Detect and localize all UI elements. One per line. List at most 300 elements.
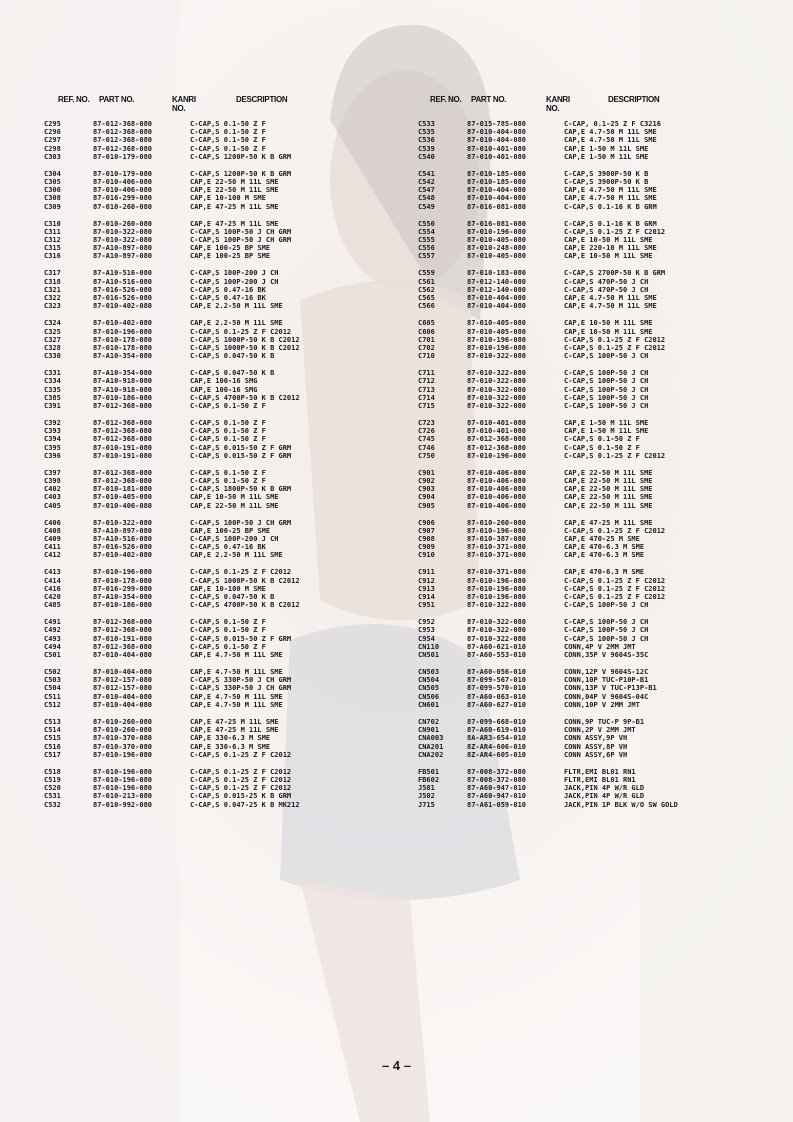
ref-no: CN504 xyxy=(418,676,440,685)
ref-no: C316 xyxy=(44,252,61,261)
ref-no: CN505 xyxy=(418,684,440,693)
ref-no-header: REF. NO. xyxy=(58,95,90,104)
description: C-CAP,S 100P-50 J CH GRM xyxy=(190,227,292,236)
ref-no: C394 xyxy=(44,435,61,444)
part-no: 87-010-181-080 xyxy=(93,485,153,494)
ref-no: C953 xyxy=(418,626,435,635)
description: C-CAP,S 0.1-50 Z F xyxy=(190,144,266,153)
part-no: 87-010-196-080 xyxy=(467,526,527,535)
description: CONN,04P V 9604S-04C xyxy=(564,692,649,701)
part-no: 87-010-322-080 xyxy=(467,377,527,386)
part-no: 87-012-368-080 xyxy=(93,642,153,651)
ref-no: C554 xyxy=(418,227,435,236)
part-no: 87-010-196-080 xyxy=(93,750,153,759)
part-no: 87-010-405-080 xyxy=(467,319,527,328)
ref-no: C726 xyxy=(418,427,435,436)
ref-no: C501 xyxy=(44,651,61,660)
description-header: DESCRIPTION xyxy=(608,95,660,104)
description: CAP,E 22-50 M 11L SME xyxy=(564,468,653,477)
description: C-CAP,S 0.1-16 K B GRM xyxy=(564,202,657,211)
part-no: 87-010-404-080 xyxy=(467,128,527,137)
description: CONN,4P V 2MM JMT xyxy=(564,642,636,651)
part-no: 87-010-185-080 xyxy=(467,178,527,187)
description: C-CAP,S 0.1-25 Z F C2012 xyxy=(190,784,292,793)
description: C-CAP,S 4700P-50 K B C2012 xyxy=(190,601,300,610)
description: CAP,E 2.2-50 M 11L SME xyxy=(190,319,283,328)
description: CAP,E 470-6.3 M SME xyxy=(564,551,645,560)
ref-no: C295 xyxy=(44,120,61,128)
description: C-CAP,S 0.047-25 K B MK212 xyxy=(190,800,300,809)
ref-no: C324 xyxy=(44,319,61,328)
ref-no: C515 xyxy=(44,734,61,743)
part-no: 87-010-370-080 xyxy=(93,734,153,743)
part-no: 87-010-178-080 xyxy=(93,335,153,344)
description: CONN ASSY,6P VH xyxy=(564,750,628,759)
ref-no: C503 xyxy=(44,676,61,685)
description: C-CAP,S 0.1-50 Z F xyxy=(564,435,640,444)
ref-no: C561 xyxy=(418,277,435,286)
description: C-CAP,S 0.1-25 Z F C2012 xyxy=(564,526,666,535)
ref-no: C511 xyxy=(44,692,61,701)
part-no: 87-010-260-080 xyxy=(93,717,153,726)
ref-no: C309 xyxy=(44,202,61,211)
description: C-CAP,S 0.015-50 Z F GRM xyxy=(190,451,292,460)
part-no: 87-012-157-080 xyxy=(93,676,153,685)
part-no: 87-010-196-080 xyxy=(467,343,527,352)
ref-no: C909 xyxy=(418,543,435,552)
part-no: 87-010-401-080 xyxy=(467,427,527,436)
part-no: 87-010-401-080 xyxy=(467,144,527,153)
ref-no-header: REF. NO. xyxy=(430,95,462,104)
part-no: 87-A10-897-080 xyxy=(93,526,153,535)
description: CAP,E 100-16 SMG xyxy=(190,385,258,394)
description: C-CAP,S 0.1-50 Z F xyxy=(190,618,266,627)
description: CAP,E 47-25 M 11L SME xyxy=(190,717,279,726)
part-no: 87-016-299-080 xyxy=(93,194,153,203)
ref-no: C715 xyxy=(418,401,435,410)
description: CAP,E 100-25 BP SME xyxy=(190,252,271,261)
description: CAP,E 4.7-50 M 11L SME xyxy=(564,194,657,203)
ref-no: C519 xyxy=(44,775,61,784)
description: CONN ASSY,9P VH xyxy=(564,734,628,743)
description: C-CAP,S 0.1-50 Z F xyxy=(190,401,266,410)
part-no: 87-A10-918-080 xyxy=(93,385,153,394)
part-no: 87-A60-056-010 xyxy=(467,668,527,677)
ref-no: J715 xyxy=(418,800,435,809)
part-no: 87-010-370-080 xyxy=(93,742,153,751)
ref-no: C548 xyxy=(418,194,435,203)
part-no: 87-A60-553-010 xyxy=(467,651,527,660)
ref-no: C542 xyxy=(418,178,435,187)
part-no: 87-010-196-080 xyxy=(467,584,527,593)
part-no: 87-A10-516-080 xyxy=(93,535,153,543)
ref-no: C414 xyxy=(44,576,61,585)
ref-no: C398 xyxy=(44,476,61,485)
part-no: 87-010-406-080 xyxy=(467,476,527,485)
part-no: 87-010-196-080 xyxy=(467,451,527,460)
description: C-CAP,S 100P-50 J CH xyxy=(564,369,649,378)
description: C-CAP,S 100P-50 J CH xyxy=(564,401,649,410)
part-no: 87-010-406-080 xyxy=(93,186,153,195)
description: CAP,E 100-16 SMG xyxy=(190,377,258,386)
ref-no: C395 xyxy=(44,443,61,452)
ref-no: C711 xyxy=(418,369,435,378)
ref-no: C502 xyxy=(44,668,61,677)
part-no: 87-012-140-080 xyxy=(467,285,527,294)
description: CONN ASSY,8P VH xyxy=(564,742,628,751)
ref-no: C541 xyxy=(418,169,435,178)
ref-no: C512 xyxy=(44,700,61,709)
part-no: 87-012-368-080 xyxy=(467,435,527,444)
ref-no: C520 xyxy=(44,784,61,793)
ref-no: C312 xyxy=(44,236,61,245)
description: CAP,E 10-50 M 11L SME xyxy=(190,493,279,502)
ref-no: C420 xyxy=(44,593,61,602)
description: CAP,E 47-25 M 11L SME xyxy=(190,219,279,228)
part-no: 87-010-406-080 xyxy=(93,501,153,510)
description: CAP,E 10-100 M SME xyxy=(190,584,266,593)
part-no: 87-010-248-080 xyxy=(467,244,527,253)
part-no: 87-A10-516-080 xyxy=(93,277,153,286)
part-no: 87-010-213-080 xyxy=(93,792,153,801)
description: C-CAP,S 0.1-50 Z F xyxy=(190,418,266,427)
description: CAP,E 100-25 BP SME xyxy=(190,244,271,253)
part-no: 87-010-371-080 xyxy=(467,543,527,552)
ref-no: J502 xyxy=(418,792,435,801)
part-no: 87-010-183-080 xyxy=(467,269,527,278)
description: CAP,E 47-25 M 11L SME xyxy=(190,202,279,211)
description: CAP,E 2.2-50 M 11L SME xyxy=(190,302,283,311)
ref-no: C535 xyxy=(418,128,435,137)
part-no: 87-010-404-080 xyxy=(93,651,153,660)
ref-no: C323 xyxy=(44,302,61,311)
ref-no: C306 xyxy=(44,186,61,195)
ref-no: CNA202 xyxy=(418,750,444,759)
part-no: 87-010-405-080 xyxy=(467,236,527,245)
part-no: 87-010-322-080 xyxy=(467,626,527,635)
part-no: 87-010-260-080 xyxy=(93,219,153,228)
part-no: 87-A60-621-010 xyxy=(467,642,527,651)
part-no: 87-010-322-080 xyxy=(467,401,527,410)
part-no: 87-010-402-080 xyxy=(93,319,153,328)
description: CONN,10P TUC-P10P-B1 xyxy=(564,676,649,685)
part-no: 87-A61-059-010 xyxy=(467,800,527,809)
part-no: 87-010-179-080 xyxy=(93,152,153,161)
ref-no: C913 xyxy=(418,584,435,593)
description: CAP,E 4.7-50 M 11L SME xyxy=(564,136,657,145)
description: C-CAP,S 0.1-25 Z F C2012 xyxy=(190,767,292,776)
ref-no: C405 xyxy=(44,501,61,510)
description: CAP,E 10-50 M 11L SME xyxy=(564,327,653,336)
ref-no: C952 xyxy=(418,618,435,627)
description: C-CAP,S 0.1-25 Z F C2012 xyxy=(564,584,666,593)
part-no: 87-015-785-080 xyxy=(467,120,527,128)
part-no: 87-010-401-080 xyxy=(467,152,527,161)
part-no: 87-012-368-080 xyxy=(93,427,153,436)
part-no: 87-A10-516-080 xyxy=(93,269,153,278)
part-no: 87-010-186-080 xyxy=(93,393,153,402)
ref-no: C385 xyxy=(44,393,61,402)
ref-no: J501 xyxy=(418,784,435,793)
part-no: 87-A60-619-010 xyxy=(467,726,527,735)
kanri-header: KANRI xyxy=(172,95,196,104)
ref-no: CN901 xyxy=(418,726,440,735)
ref-no: C559 xyxy=(418,269,435,278)
description: C-CAP,S 0.1-50 Z F xyxy=(190,136,266,145)
part-no: 87-010-406-080 xyxy=(467,501,527,510)
part-no: 87-A10-897-080 xyxy=(93,252,153,261)
part-no: 87-010-196-080 xyxy=(467,576,527,585)
part-no: 87-012-368-080 xyxy=(93,120,153,128)
description: C-CAP,S 100P-200 J CH xyxy=(190,535,279,543)
ref-no: C712 xyxy=(418,377,435,386)
description: C-CAP,S 1000P-50 K B C2012 xyxy=(190,343,300,352)
part-no: 87-016-081-080 xyxy=(467,202,527,211)
ref-no: C951 xyxy=(418,601,435,610)
ref-no: C906 xyxy=(418,518,435,527)
ref-no: C710 xyxy=(418,352,435,361)
description: CONN,2P V 2MM JMT xyxy=(564,726,636,735)
part-no: 87-012-368-080 xyxy=(93,401,153,410)
description: C-CAP,S 100P-200 J CH xyxy=(190,269,279,278)
part-no: 87-012-157-080 xyxy=(93,684,153,693)
ref-no: C310 xyxy=(44,219,61,228)
ref-no: C403 xyxy=(44,493,61,502)
part-no: 87-010-406-080 xyxy=(467,493,527,502)
description: C-CAP,S 3900P-50 K B xyxy=(564,178,649,187)
description: CAP,E 4.7-50 M 11L SME xyxy=(190,700,283,709)
ref-no: C540 xyxy=(418,152,435,161)
description: C-CAP,S 330P-50 J CH GRM xyxy=(190,684,292,693)
part-no: 87-010-179-080 xyxy=(93,169,153,178)
part-no: 87-010-322-080 xyxy=(467,369,527,378)
part-no: 87-099-567-010 xyxy=(467,676,527,685)
description: C-CAP,S 3900P-50 K B xyxy=(564,169,649,178)
ref-no: C605 xyxy=(418,319,435,328)
ref-no: C514 xyxy=(44,726,61,735)
description: CAP,E 4.7-50 M 11L SME xyxy=(564,294,657,303)
description: C-CAP,S 1200P-50 K B GRM xyxy=(190,152,292,161)
ref-no: C750 xyxy=(418,451,435,460)
description: C-CAP,S 0.1-50 Z F xyxy=(190,476,266,485)
part-no: 87-016-081-080 xyxy=(467,219,527,228)
description: CAP,E 4.7-50 M 11L SME xyxy=(190,692,283,701)
description: C-CAP,S 100P-50 J CH xyxy=(564,601,649,610)
description: C-CAP,S 0.015-25 K B GRM xyxy=(190,792,292,801)
ref-no: C298 xyxy=(44,144,61,153)
ref-no: CNA003 xyxy=(418,734,444,743)
part-no: 87-008-372-080 xyxy=(467,775,527,784)
ref-no: C318 xyxy=(44,277,61,286)
ref-no: FB602 xyxy=(418,775,440,784)
description: CAP,E 10-50 M 11L SME xyxy=(564,236,653,245)
description: CAP,E 4.7-50 M 11L SME xyxy=(564,186,657,195)
description: C-CAP,S 330P-50 J CH GRM xyxy=(190,676,292,685)
part-no: 87-A60-063-010 xyxy=(467,692,527,701)
description: CAP,E 4.7-50 M 11L SME xyxy=(564,128,657,137)
ref-no: C296 xyxy=(44,128,61,137)
description: C-CAP,S 1000P-50 K B C2012 xyxy=(190,576,300,585)
ref-no: C549 xyxy=(418,202,435,211)
part-no: 87-010-402-080 xyxy=(93,302,153,311)
description: CONN,35P V 9604S-35C xyxy=(564,651,649,660)
description: CONN,9P TUC-P 9P-B1 xyxy=(564,717,645,726)
part-no: 87-010-992-080 xyxy=(93,800,153,809)
part-no: 87-012-368-080 xyxy=(93,144,153,153)
kanri-no-header: NO. xyxy=(172,104,186,113)
description: C-CAP,S 0.47-16 BK xyxy=(190,294,266,303)
ref-no: C566 xyxy=(418,302,435,311)
ref-no: C392 xyxy=(44,418,61,427)
part-no: 87-010-196-080 xyxy=(93,767,153,776)
part-no: 87-010-178-080 xyxy=(93,343,153,352)
description: C-CAP,S 4700P-50 K B C2012 xyxy=(190,393,300,402)
part-no: 87-010-402-080 xyxy=(93,551,153,560)
ref-no: C406 xyxy=(44,518,61,527)
part-no: 87-010-178-080 xyxy=(93,576,153,585)
ref-no: C550 xyxy=(418,219,435,228)
description-header: DESCRIPTION xyxy=(236,95,288,104)
part-no: 87-010-405-080 xyxy=(467,252,527,261)
ref-no: C555 xyxy=(418,236,435,245)
ref-no: C702 xyxy=(418,343,435,352)
ref-no: C539 xyxy=(418,144,435,153)
description: C-CAP,S 470P-50 J CH xyxy=(564,285,649,294)
description: CAP,E 47-25 M 11L SME xyxy=(564,518,653,527)
description: C-CAP,S 100P-50 J CH GRM xyxy=(190,236,292,245)
part-no: 87-A10-354-080 xyxy=(93,369,153,378)
part-no: 87-010-322-080 xyxy=(93,236,153,245)
part-no: 87-010-196-080 xyxy=(93,568,153,577)
ref-no: C532 xyxy=(44,800,61,809)
ref-no: C910 xyxy=(418,551,435,560)
ref-no: C396 xyxy=(44,451,61,460)
ref-no: C911 xyxy=(418,568,435,577)
ref-no: C517 xyxy=(44,750,61,759)
description: C-CAP,S 100P-50 J CH xyxy=(564,618,649,627)
description: C-CAP,S 100P-50 J CH xyxy=(564,634,649,643)
part-no: 87-A60-627-010 xyxy=(467,700,527,709)
description: C-CAP,S 0.1-25 Z F C2012 xyxy=(564,593,666,602)
ref-no: C402 xyxy=(44,485,61,494)
ref-no: C334 xyxy=(44,377,61,386)
description: C-CAP,S 0.1-50 Z F xyxy=(190,128,266,137)
part-no: 8Z-AR4-606-010 xyxy=(467,742,527,751)
ref-no: C912 xyxy=(418,576,435,585)
description: C-CAP,S 0.47-16 BK xyxy=(190,543,266,552)
ref-no: C408 xyxy=(44,526,61,535)
description: CONN,13P V TUC-P13P-B1 xyxy=(564,684,657,693)
part-no-header: PART NO. xyxy=(99,95,135,104)
description: C-CAP,S 0.047-50 K B xyxy=(190,352,275,361)
description: C-CAP,S 100P-50 J CH xyxy=(564,385,649,394)
part-no: 87-010-191-080 xyxy=(93,443,153,452)
part-no: 87-010-322-080 xyxy=(467,634,527,643)
part-no: 87-010-404-080 xyxy=(467,136,527,145)
ref-no: C513 xyxy=(44,717,61,726)
description: CAP,E 22-50 M 11L SME xyxy=(190,178,279,187)
description: C-CAP,S 1200P-50 K B GRM xyxy=(190,169,292,178)
part-no: 87-010-196-080 xyxy=(93,784,153,793)
description: C-CAP,S 0.47-16 BK xyxy=(190,285,266,294)
description: C-CAP,S 0.1-50 Z F xyxy=(190,468,266,477)
ref-no: C393 xyxy=(44,427,61,436)
kanri-header: KANRI xyxy=(546,95,570,104)
ref-no: C397 xyxy=(44,468,61,477)
ref-no: C606 xyxy=(418,327,435,336)
description: CAP,E 22-50 M 11L SME xyxy=(564,485,653,494)
description: C-CAP,S 0.1-50 Z F xyxy=(190,626,266,635)
description: CAP,E 1-50 M 11L SME xyxy=(564,144,649,153)
description: C-CAP,S 0.1-25 Z F C2012 xyxy=(190,568,292,577)
description: C-CAP,S 1800P-50 K B GRM xyxy=(190,485,292,494)
part-no: 87-012-368-080 xyxy=(93,418,153,427)
description: CAP,E 330-6.3 M SME xyxy=(190,742,271,751)
part-no: 87-A10-897-080 xyxy=(93,244,153,253)
ref-no: C914 xyxy=(418,593,435,602)
part-no: 87-012-368-080 xyxy=(467,443,527,452)
ref-no: C518 xyxy=(44,767,61,776)
description: C-CAP,S 0.1-50 Z F xyxy=(190,120,266,128)
ref-no: C311 xyxy=(44,227,61,236)
ref-no: C491 xyxy=(44,618,61,627)
part-no: 87-016-526-080 xyxy=(93,285,153,294)
ref-no: C557 xyxy=(418,252,435,261)
part-no: 87-010-260-080 xyxy=(467,518,527,527)
description: C-CAP,S 0.1-25 Z F C2012 xyxy=(190,750,292,759)
ref-no: C901 xyxy=(418,468,435,477)
description: CAP,E 1-50 M 11L SME xyxy=(564,427,649,436)
ref-no: C412 xyxy=(44,551,61,560)
part-no: 87-010-191-080 xyxy=(93,451,153,460)
description: CAP,E 10-50 M 11L SME xyxy=(564,319,653,328)
part-no: 87-012-368-080 xyxy=(93,468,153,477)
description: CAP,E 22-50 M 11L SME xyxy=(564,476,653,485)
ref-no: C562 xyxy=(418,285,435,294)
ref-no: C305 xyxy=(44,178,61,187)
ref-no: C908 xyxy=(418,535,435,543)
ref-no: C322 xyxy=(44,294,61,303)
part-no: 87-010-186-080 xyxy=(93,601,153,610)
ref-no: C411 xyxy=(44,543,61,552)
part-no: 87-010-371-080 xyxy=(467,551,527,560)
part-no: 87-010-404-080 xyxy=(93,700,153,709)
ref-no: C493 xyxy=(44,634,61,643)
part-no: 87-010-406-080 xyxy=(467,485,527,494)
part-no: 87-016-299-080 xyxy=(93,584,153,593)
description: C-CAP,S 100P-50 J CH xyxy=(564,352,649,361)
part-no: 87-A60-947-010 xyxy=(467,792,527,801)
description: C-CAP,S 0.1-50 Z F xyxy=(190,435,266,444)
ref-no: C321 xyxy=(44,285,61,294)
description: FLTR,EMI BL01 RN1 xyxy=(564,775,636,784)
description: CAP,E 22-50 M 11L SME xyxy=(564,493,653,502)
description: C-CAP,S 0.1-25 Z F C2012 xyxy=(564,335,666,344)
part-no: 87-010-405-080 xyxy=(93,493,153,502)
part-no: 87-010-404-080 xyxy=(93,668,153,677)
part-no: 87-012-368-080 xyxy=(93,435,153,444)
description: C-CAP,S 0.047-50 K B xyxy=(190,593,275,602)
ref-no: C516 xyxy=(44,742,61,751)
description: CONN,12P V 9604S-12C xyxy=(564,668,649,677)
description: C-CAP,S 0.1-25 Z F C2012 xyxy=(190,327,292,336)
ref-no: C317 xyxy=(44,269,61,278)
ref-no: C701 xyxy=(418,335,435,344)
ref-no: C746 xyxy=(418,443,435,452)
ref-no: C904 xyxy=(418,493,435,502)
description: C-CAP,S 0.1-50 Z F xyxy=(190,642,266,651)
ref-no: C331 xyxy=(44,369,61,378)
